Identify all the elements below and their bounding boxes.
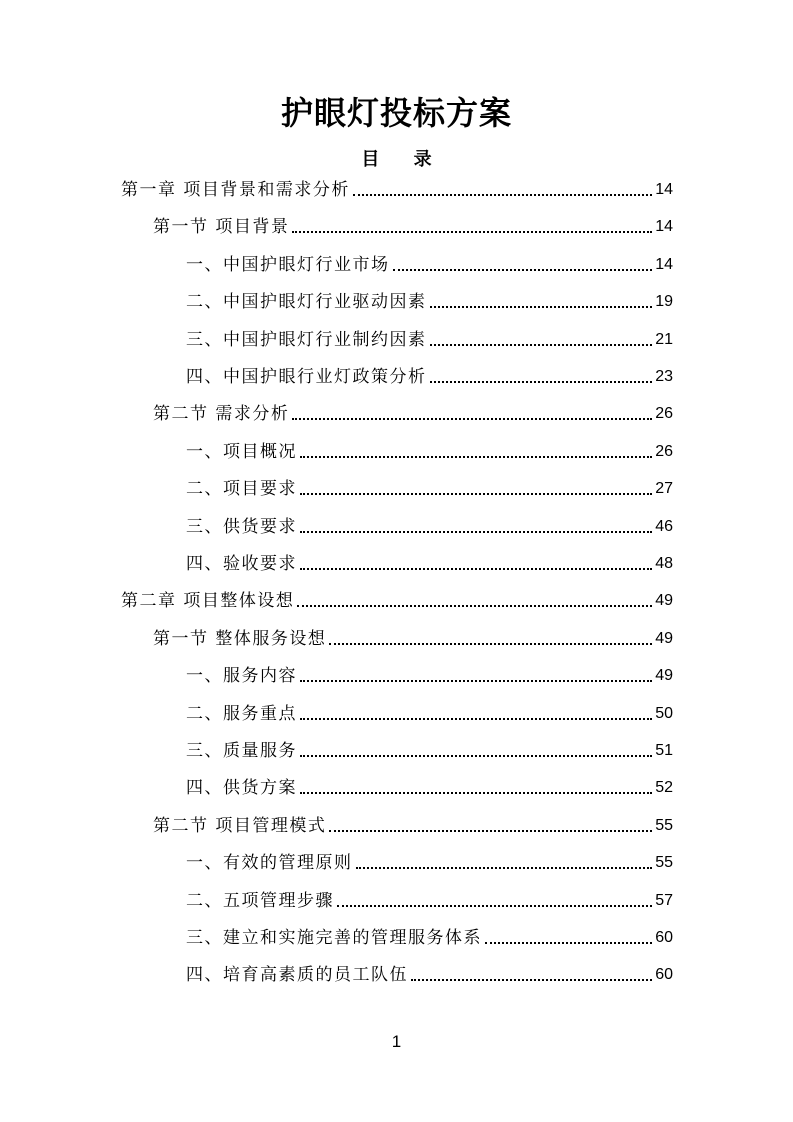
toc-entry[interactable] xyxy=(186,512,673,542)
toc-entry[interactable] xyxy=(153,212,673,242)
toc-entry[interactable] xyxy=(153,811,673,841)
toc-entry-label: 第一节 项目背景 xyxy=(153,217,290,238)
toc-leader-dots xyxy=(300,493,652,495)
toc-entry[interactable] xyxy=(186,923,673,953)
toc-leader-dots xyxy=(353,194,652,196)
toc-entry-page: 60 xyxy=(655,966,673,984)
toc-entry-label: 三、供货要求 xyxy=(186,516,297,537)
toc-leader-dots xyxy=(393,269,653,271)
page-number: 1 xyxy=(391,1032,402,1051)
toc-entry-page: 49 xyxy=(655,667,673,685)
toc-entry-label: 一、有效的管理原则 xyxy=(186,853,353,874)
toc-entry[interactable] xyxy=(186,325,673,355)
toc-entry-label: 四、培育高素质的员工队伍 xyxy=(186,965,408,986)
toc-entry-page: 60 xyxy=(655,929,673,946)
toc-entry-label: 三、中国护眼灯行业制约因素 xyxy=(186,329,427,350)
toc-entry[interactable] xyxy=(186,773,673,803)
toc-entry-page: 57 xyxy=(655,891,673,909)
toc-leader-dots xyxy=(300,680,652,682)
toc-entry-page: 19 xyxy=(655,293,673,311)
toc-leader-dots xyxy=(411,979,652,981)
toc-entry-label: 第二节 需求分析 xyxy=(153,404,290,425)
toc-leader-dots xyxy=(329,643,652,645)
toc-entry-page: 48 xyxy=(655,555,673,572)
toc-entry-page: 27 xyxy=(655,480,673,498)
toc-leader-dots xyxy=(430,306,653,308)
toc-entry-page: 52 xyxy=(655,779,673,797)
toc-entry-page: 14 xyxy=(655,255,673,273)
toc-leader-dots xyxy=(300,568,652,570)
toc-entry[interactable] xyxy=(153,624,673,654)
toc-leader-dots xyxy=(300,755,652,757)
toc-leader-dots xyxy=(430,344,653,346)
toc-leader-dots xyxy=(300,718,652,720)
toc-entry-page: 50 xyxy=(655,704,673,722)
toc-leader-dots xyxy=(300,531,652,533)
toc-entry[interactable] xyxy=(153,399,673,429)
toc-entry-label: 四、供货方案 xyxy=(186,778,297,799)
toc-entry[interactable] xyxy=(121,175,673,205)
toc-leader-dots xyxy=(300,792,652,794)
toc-leader-dots xyxy=(300,456,652,458)
toc-entry-label: 一、中国护眼灯行业市场 xyxy=(186,254,390,275)
toc-entry-label: 三、建立和实施完善的管理服务体系 xyxy=(186,928,482,948)
toc-heading: 目 录 xyxy=(361,149,446,170)
toc-entry[interactable] xyxy=(186,437,673,467)
toc-entry[interactable] xyxy=(186,250,673,280)
toc-entry[interactable] xyxy=(186,362,673,392)
toc-entry-label: 第一章 项目背景和需求分析 xyxy=(121,180,350,200)
toc-entry-label: 一、项目概况 xyxy=(186,441,297,462)
toc-entry-page: 26 xyxy=(655,442,673,460)
toc-leader-dots xyxy=(292,418,652,420)
toc-entry-label: 二、服务重点 xyxy=(186,703,297,724)
toc-entry-label: 第一节 整体服务设想 xyxy=(153,628,327,649)
toc-entry[interactable] xyxy=(186,736,673,766)
toc-leader-dots xyxy=(430,381,653,383)
toc-entry-page: 21 xyxy=(655,330,673,348)
toc-entry-page: 23 xyxy=(655,368,673,385)
toc-entry-page: 14 xyxy=(655,181,673,198)
toc-entry-label: 第二章 项目整体设想 xyxy=(121,591,295,612)
toc-entry-label: 四、中国护眼行业灯政策分析 xyxy=(186,367,427,387)
toc-entry[interactable] xyxy=(186,960,673,990)
toc-entry-page: 49 xyxy=(655,629,673,647)
toc-entry-label: 三、质量服务 xyxy=(186,741,297,761)
toc-leader-dots xyxy=(297,605,652,607)
toc-entry[interactable] xyxy=(186,287,673,317)
toc-entry-label: 二、五项管理步骤 xyxy=(186,890,334,911)
toc-leader-dots xyxy=(337,905,652,907)
toc-entry-page: 26 xyxy=(655,405,673,423)
toc-leader-dots xyxy=(485,942,652,944)
toc-leader-dots xyxy=(292,231,652,233)
toc-entry-page: 55 xyxy=(655,816,673,834)
toc-entry[interactable] xyxy=(186,848,673,878)
toc-entry-page: 46 xyxy=(655,517,673,535)
toc-entry-label: 第二节 项目管理模式 xyxy=(153,815,327,836)
toc-leader-dots xyxy=(356,867,653,869)
toc-entry[interactable] xyxy=(186,549,673,579)
document-title: 护眼灯投标方案 xyxy=(280,94,512,132)
toc-entry-page: 51 xyxy=(655,742,673,759)
toc-entry-page: 14 xyxy=(655,218,673,236)
toc-entry-label: 二、项目要求 xyxy=(186,479,297,500)
toc-entry-label: 四、验收要求 xyxy=(186,554,297,574)
toc-entry-label: 一、服务内容 xyxy=(186,666,297,687)
toc-entry-page: 49 xyxy=(655,592,673,610)
toc-entry-label: 二、中国护眼灯行业驱动因素 xyxy=(186,292,427,313)
toc-entry[interactable] xyxy=(121,586,673,616)
toc-entry[interactable] xyxy=(186,699,673,729)
toc-entry[interactable] xyxy=(186,474,673,504)
toc-entry[interactable] xyxy=(186,886,673,916)
toc-leader-dots xyxy=(329,830,652,832)
toc-entry[interactable] xyxy=(186,661,673,691)
toc-entry-page: 55 xyxy=(655,854,673,872)
